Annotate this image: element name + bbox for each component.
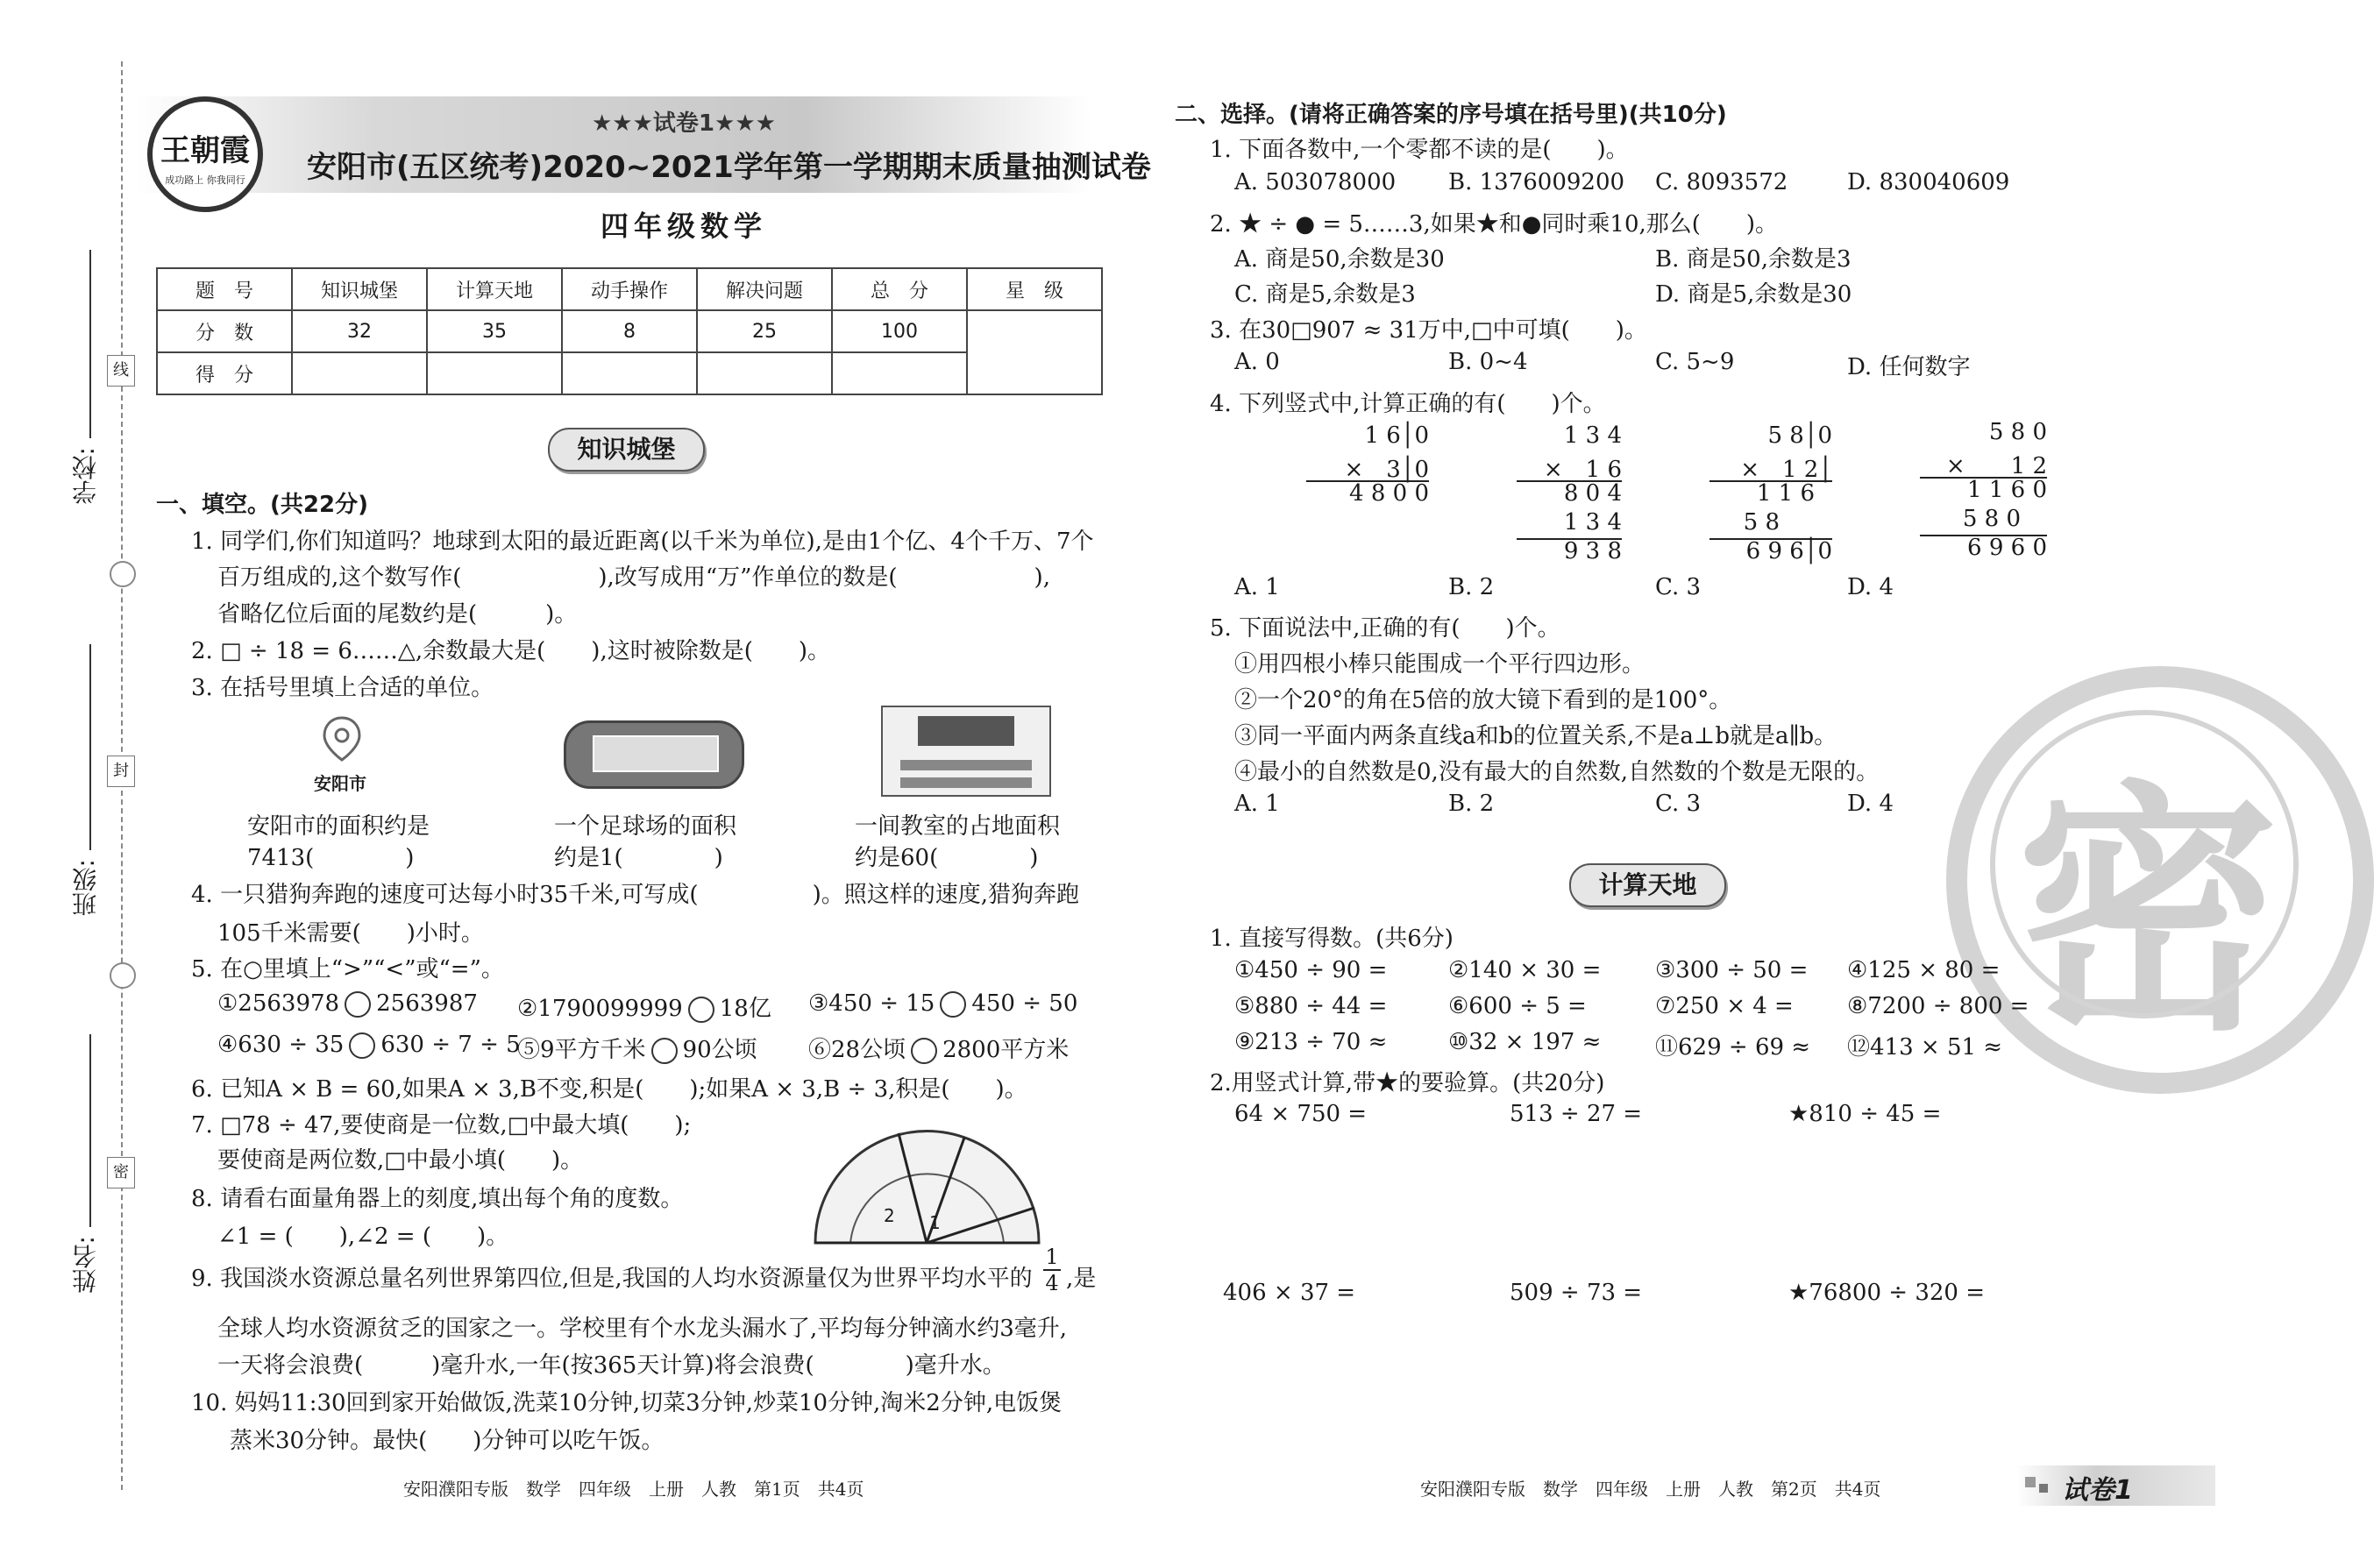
score-table-head-cell: 星 级: [967, 268, 1102, 310]
q5-left: ⑥28公顷: [808, 1037, 906, 1063]
corner-tag-square: [2025, 1477, 2036, 1487]
location-pin-icon: [317, 714, 366, 763]
calc-row: 1 6│0: [1364, 422, 1429, 449]
paper-tag: ★★★试卷1★★★: [592, 110, 776, 137]
compare-circle[interactable]: [345, 991, 371, 1018]
q6: 6. 已知A × B = 60,如果A × 3,B不变,积是( );如果A × 3,B ÷ 3,积是( )。: [191, 1076, 1027, 1103]
oral-calc-item[interactable]: ⑤880 ÷ 44 =: [1234, 993, 1388, 1019]
fraction-denominator: 4: [1045, 1271, 1059, 1295]
statement-line: ③同一平面内两条直线a和b的位置关系,不是a⊥b就是a∥b。: [1234, 723, 1837, 749]
score-table-head-cell: 计算天地: [427, 268, 562, 310]
calc-row: × 1 2: [1945, 453, 2047, 479]
q4-line: 105千米需要( )小时。: [217, 920, 484, 947]
calc-row: 9 3 8: [1563, 538, 1622, 564]
q5-right: 2800平方米: [942, 1037, 1070, 1063]
compare-circle[interactable]: [651, 1038, 678, 1064]
score-table: [156, 267, 1103, 395]
fraction-numerator: 1: [1045, 1245, 1059, 1269]
q1-line: 1. 同学们,你们知道吗？地球到太阳的最近距离(以千米为单位),是由1个亿、4个千万、7个: [191, 529, 1094, 555]
score-table-star-cell[interactable]: [967, 310, 1102, 394]
calc-row: 5 8 0: [1962, 506, 2021, 532]
oral-calc-item[interactable]: ⑩32 × 197 ≈: [1448, 1029, 1602, 1055]
q9-line: 9. 我国淡水资源总量名列世界第四位,但是,我国的人均水资源量仅为世界平均水平的: [191, 1266, 1033, 1292]
calc-row: × 1 2│: [1740, 457, 1832, 483]
q9-line: ,是: [1066, 1266, 1097, 1292]
footer-left: 安阳濮阳专版 数学 四年级 上册 人教 第1页 共4页: [403, 1479, 864, 1500]
choice-option[interactable]: C. 3: [1655, 574, 1702, 600]
q3a-text: 7413( ): [247, 845, 415, 871]
score-table-head-cell: 知识城堡: [292, 268, 427, 310]
calc-row: 1 1 6: [1756, 480, 1815, 507]
watermark-seal-inner: [1990, 710, 2299, 1018]
section-knowledge-castle: 知识城堡: [548, 428, 705, 472]
q5-left: ③450 ÷ 15: [808, 990, 935, 1017]
choice-q2: 2. ★ ÷ ● = 5……3,如果★和●同时乘10,那么( )。: [1210, 211, 1779, 238]
choice-option[interactable]: B. 2: [1448, 574, 1495, 600]
score-table-got-row: [157, 352, 1102, 394]
class-field-label: 班级:: [71, 859, 100, 917]
choice-option[interactable]: A. 商是50,余数是30: [1234, 246, 1445, 273]
protractor-angle-mark: 2: [884, 1205, 895, 1226]
compare-circle[interactable]: [940, 991, 966, 1018]
choice-option[interactable]: D. 4: [1847, 574, 1894, 600]
choice-option[interactable]: D. 4: [1847, 791, 1894, 817]
school-field-line[interactable]: [89, 250, 91, 438]
brand-logo-slogan: 成功路上 你我同行: [165, 174, 245, 186]
classroom-picture: [881, 706, 1051, 797]
score-table-got-cell[interactable]: [832, 352, 967, 394]
calc-row: × 3│0: [1344, 457, 1429, 483]
oral-calc-item[interactable]: ⑫413 × 51 ≈: [1847, 1034, 2003, 1061]
score-table-head-cell: 解决问题: [697, 268, 832, 310]
q1-line: 百万组成的,这个数写作( ),改写成用“万”作单位的数是( ),: [217, 564, 1050, 591]
oral-calc-item[interactable]: ⑧7200 ÷ 800 =: [1847, 993, 2029, 1019]
calc-row: 6 9 6│0: [1745, 538, 1832, 564]
calc-row: 8 0 4: [1563, 480, 1622, 507]
q5-right: 18亿: [719, 996, 771, 1022]
q5-left: ②1790099999: [517, 996, 683, 1022]
score-table-points-cell: 100: [832, 310, 967, 352]
oral-calc-item[interactable]: ⑥600 ÷ 5 =: [1448, 993, 1587, 1019]
choice-option[interactable]: B. 1376009200: [1448, 169, 1625, 195]
choice-option[interactable]: D. 任何数字: [1847, 354, 1971, 380]
choice-option[interactable]: A. 503078000: [1234, 169, 1397, 195]
calc-row: 1 3 4: [1563, 509, 1622, 536]
name-field-label: 姓名:: [71, 1236, 100, 1294]
exam-title: 安阳市(五区统考)2020~2021学年第一学期期末质量抽测试卷: [307, 150, 1151, 185]
choice-q1: 1. 下面各数中,一个零都不读的是( )。: [1210, 137, 1629, 163]
calc-row: 4 8 0 0: [1349, 480, 1429, 507]
q4-line: 4. 一只猎狗奔跑的速度可达每小时35千米,可写成( )。照这样的速度,猎狗奔跑: [191, 882, 1079, 908]
score-table-got-cell[interactable]: [697, 352, 832, 394]
choice-option[interactable]: B. 2: [1448, 791, 1495, 817]
oral-calc-item[interactable]: ②140 × 30 =: [1448, 957, 1602, 983]
calc-row: 5 8 0: [1988, 419, 2047, 445]
q5-right: 630 ÷ 7 ÷ 5: [380, 1032, 521, 1058]
q9-line: 全球人均水资源贫乏的国家之一。学校里有个水龙头漏水了,平均每分钟滴水约3毫升,: [217, 1316, 1068, 1342]
calc-q2: 2.用竖式计算,带★的要验算。(共20分): [1210, 1070, 1605, 1096]
choice-q5: 5. 下面说法中,正确的有( )个。: [1210, 615, 1560, 642]
q7-line: 要使商是两位数,□中最小填( )。: [217, 1147, 584, 1174]
q3: 3. 在括号里填上合适的单位。: [191, 675, 494, 701]
brand-logo: [147, 96, 263, 212]
vertical-calc-item[interactable]: 513 ÷ 27 =: [1510, 1101, 1643, 1127]
q8-line: ∠1 = ( ),∠2 = ( )。: [217, 1224, 509, 1250]
oral-calc-item[interactable]: ⑦250 × 4 =: [1655, 993, 1794, 1019]
compare-circle[interactable]: [349, 1032, 375, 1059]
q9-line: 一天将会浪费( )毫升水,一年(按365天计算)将会浪费( )毫升水。: [217, 1352, 1006, 1379]
binding-hole: [110, 962, 136, 989]
corner-tag: 试卷1: [2062, 1475, 2133, 1506]
score-table-row-label: 分 数: [157, 310, 292, 352]
q5-right: 2563987: [376, 990, 478, 1017]
q3b-text: 约是1( ): [554, 845, 723, 871]
score-table-points-cell: 25: [697, 310, 832, 352]
choice-option[interactable]: B. 商是50,余数是3: [1655, 246, 1852, 273]
protractor-angle-mark: 1: [929, 1212, 941, 1233]
binding-hole: [110, 561, 136, 587]
calc-row: 5 8: [1743, 509, 1780, 536]
statement-line: ①用四根小棒只能围成一个平行四边形。: [1234, 651, 1645, 678]
football-field-picture: [564, 720, 744, 789]
choice-q4: 4. 下列竖式中,计算正确的有( )个。: [1210, 391, 1606, 417]
q5-left: ④630 ÷ 35: [217, 1032, 345, 1058]
oral-calc-item[interactable]: ①450 ÷ 90 =: [1234, 957, 1388, 983]
binding-label-seal: 封: [107, 756, 135, 787]
vertical-calc-item[interactable]: 509 ÷ 73 =: [1510, 1280, 1643, 1306]
score-table-head-cell: 动手操作: [562, 268, 697, 310]
q3b-text: 一个足球场的面积: [554, 813, 737, 840]
q3c-text: 一间教室的占地面积: [855, 813, 1061, 840]
q5-item: [517, 1032, 757, 1064]
q5: 5. 在○里填上“>”“<”或“=”。: [191, 956, 504, 983]
calc-row: 5 8│0: [1767, 422, 1832, 449]
score-table-points-cell: 32: [292, 310, 427, 352]
q10-line: 蒸米30分钟。最快( )分钟可以吃午饭。: [230, 1428, 665, 1454]
calc-q1: 1. 直接写得数。(共6分): [1210, 926, 1454, 952]
score-table-points-cell: 8: [562, 310, 697, 352]
score-table-head-cell: 题 号: [157, 268, 292, 310]
q5-left: ①2563978: [217, 990, 340, 1017]
choice-option[interactable]: A. 1: [1234, 791, 1280, 817]
score-table-points-cell: 35: [427, 310, 562, 352]
compare-circle[interactable]: [911, 1038, 937, 1064]
part2-title: 二、选择。(请将正确答案的序号填在括号里)(共10分): [1175, 102, 1727, 128]
score-table-header-row: [157, 268, 1102, 310]
score-table-got-cell[interactable]: [562, 352, 697, 394]
calc-row: × 1 6: [1543, 457, 1622, 483]
choice-option[interactable]: A. 1: [1234, 574, 1280, 600]
q3c-text: 约是60( ): [855, 845, 1039, 871]
vertical-calc-item[interactable]: ★810 ÷ 45 =: [1788, 1101, 1942, 1127]
q2: 2. □ ÷ 18 = 6……△,余数最大是( ),这时被除数是( )。: [191, 638, 830, 664]
q5-item: [517, 990, 771, 1023]
score-table-got-cell[interactable]: [292, 352, 427, 394]
statement-line: ④最小的自然数是0,没有最大的自然数,自然数的个数是无限的。: [1234, 759, 1880, 785]
q3-city-label: 安阳市: [314, 773, 366, 794]
brand-logo-name: 王朝霞: [160, 133, 250, 168]
q10-line: 10. 妈妈11:30回到家开始做饭,洗菜10分钟,切菜3分钟,炒菜10分钟,淘米2分钟,电饭煲: [191, 1390, 1063, 1416]
score-table-points-row: [157, 310, 1102, 352]
compare-circle[interactable]: [688, 997, 714, 1023]
oral-calc-item[interactable]: ⑨213 ÷ 70 ≈: [1234, 1029, 1388, 1055]
part1-title: 一、填空。(共22分): [156, 492, 368, 518]
q5-item: [808, 990, 1077, 1018]
class-field-line[interactable]: [89, 644, 91, 850]
choice-option[interactable]: C. 商是5,余数是3: [1234, 281, 1416, 308]
q5-right: 90公顷: [682, 1037, 757, 1063]
oral-calc-item[interactable]: ⑪629 ÷ 69 ≈: [1655, 1034, 1811, 1061]
choice-option[interactable]: D. 商是5,余数是30: [1655, 281, 1852, 308]
q5-item: [217, 1032, 521, 1059]
q5-right: 450 ÷ 50: [971, 990, 1078, 1017]
exam-subtitle: 四年级数学: [600, 209, 767, 243]
calc-row: 1 3 4: [1563, 422, 1622, 449]
school-field-label: 学校:: [71, 447, 100, 505]
name-field-line[interactable]: [89, 1034, 91, 1227]
vertical-calc-item[interactable]: 64 × 750 =: [1234, 1101, 1368, 1127]
section-calculation-world: 计算天地: [1569, 863, 1726, 907]
score-table-head-cell: 总 分: [832, 268, 967, 310]
q5-item: [808, 1032, 1069, 1064]
calc-row: 6 9 6 0: [1967, 535, 2047, 561]
choice-q3: 3. 在30□907 ≈ 31万中,□中可填( )。: [1210, 317, 1647, 344]
choice-option[interactable]: D. 830040609: [1847, 169, 2010, 195]
choice-option[interactable]: C. 8093572: [1655, 169, 1788, 195]
oral-calc-item[interactable]: ③300 ÷ 50 =: [1655, 957, 1809, 983]
choice-option[interactable]: B. 0~4: [1448, 349, 1528, 375]
q8-line: 8. 请看右面量角器上的刻度,填出每个角的度数。: [191, 1186, 684, 1212]
corner-tag-square: [2039, 1484, 2048, 1493]
q3a-text: 安阳市的面积约是: [247, 813, 430, 840]
binding-label-dense: 密: [107, 1157, 135, 1188]
choice-option[interactable]: A. 0: [1234, 349, 1280, 375]
vertical-calc-item[interactable]: 406 × 37 =: [1223, 1280, 1356, 1306]
oral-calc-item[interactable]: ④125 × 80 =: [1847, 957, 2001, 983]
choice-option[interactable]: C. 3: [1655, 791, 1702, 817]
q9-fraction: [1043, 1245, 1061, 1295]
score-table-got-cell[interactable]: [427, 352, 562, 394]
q1-line: 省略亿位后面的尾数约是( )。: [217, 601, 578, 628]
calc-row: 1 1 6 0: [1967, 477, 2047, 503]
choice-option[interactable]: C. 5~9: [1655, 349, 1735, 375]
watermark-glyph: 密: [2016, 760, 2279, 1066]
protractor-picture: [811, 1125, 1043, 1247]
score-table-row-label: 得 分: [157, 352, 292, 394]
vertical-calc-item[interactable]: ★76800 ÷ 320 =: [1788, 1280, 1986, 1306]
q5-left: ⑤9平方千米: [517, 1037, 646, 1063]
q7-line: 7. □78 ÷ 47,要使商是一位数,□中最大填( );: [191, 1112, 692, 1139]
q5-item: [217, 990, 478, 1018]
binding-label-line: 线: [107, 355, 135, 387]
statement-line: ②一个20°的角在5倍的放大镜下看到的是100°。: [1234, 687, 1732, 713]
footer-right: 安阳濮阳专版 数学 四年级 上册 人教 第2页 共4页: [1420, 1479, 1881, 1500]
